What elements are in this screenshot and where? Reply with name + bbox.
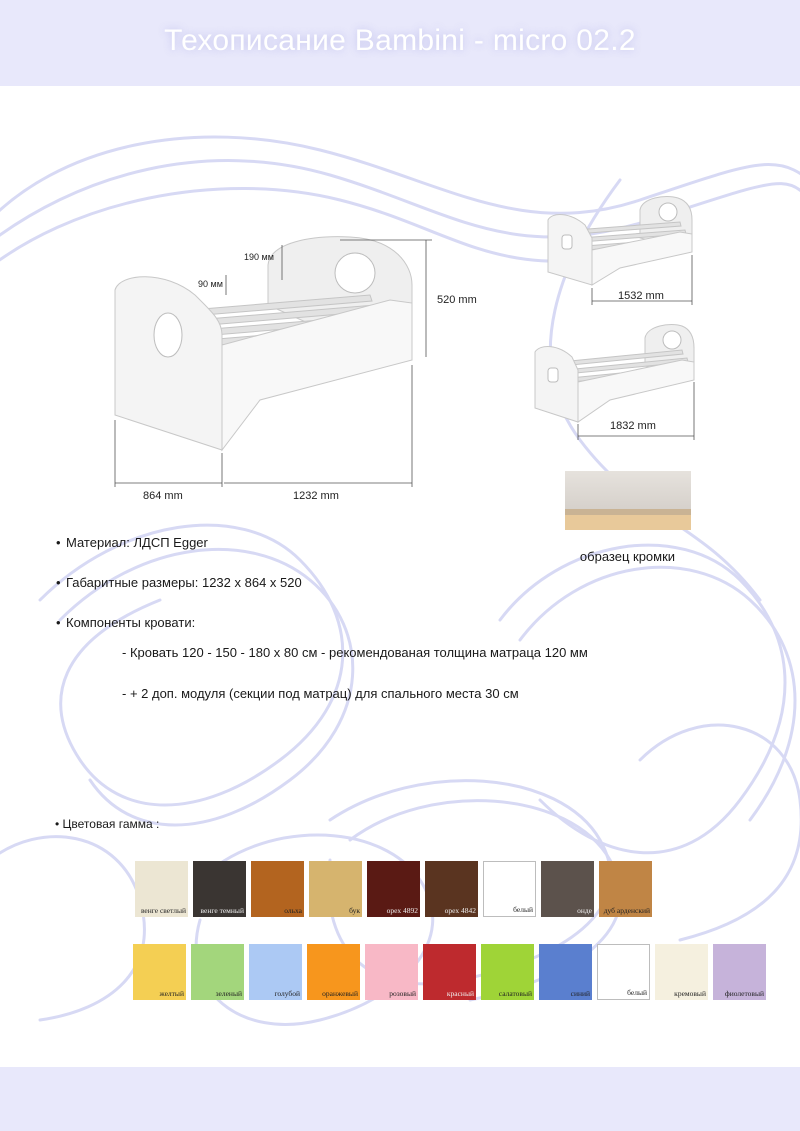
swatch-label: оранжевый xyxy=(322,989,358,998)
solid-swatch xyxy=(423,944,476,1000)
swatch-label: венге светлый xyxy=(140,906,186,915)
swatch-label: фиолетовый xyxy=(724,989,764,998)
swatch-label: ольха xyxy=(284,906,302,915)
swatch-label: салатовый xyxy=(498,989,532,998)
dim-variant-1832: 1832 mm xyxy=(610,420,656,432)
spec-dimensions: • Габаритные размеры: 1232 x 864 x 520 xyxy=(56,575,302,590)
page-title: Техописание Bambini - micro 02.2 xyxy=(164,24,636,57)
solid-swatch xyxy=(249,944,302,1000)
solid-swatch xyxy=(133,944,186,1000)
swatch-label: синий xyxy=(570,989,590,998)
solid-swatch xyxy=(481,944,534,1000)
swatch-label: зеленый xyxy=(215,989,242,998)
dim-total-height: 520 mm xyxy=(437,294,477,306)
palette-title: • Цветовая гамма : xyxy=(55,817,160,831)
spec-components-text: Компоненты кровати: xyxy=(66,615,196,630)
solid-swatch xyxy=(307,944,360,1000)
swatch-label: бук xyxy=(349,906,360,915)
edge-sample-label: образец кромки xyxy=(579,549,676,564)
spec-material-text: Материал: ЛДСП Egger xyxy=(66,535,208,550)
swatch-label: желтый xyxy=(159,989,184,998)
wood-swatch xyxy=(309,861,362,917)
spec-material: • Материал: ЛДСП Egger xyxy=(56,535,208,550)
dim-variant-1532: 1532 mm xyxy=(618,290,664,302)
spec-components: • Компоненты кровати: xyxy=(56,615,196,630)
footer-bar xyxy=(0,1067,800,1131)
solid-swatch xyxy=(655,944,708,1000)
swatch-label: белый xyxy=(513,905,533,914)
swatch-label: голубой xyxy=(274,989,300,998)
wood-swatch xyxy=(193,861,246,917)
dim-slat-height: 90 мм xyxy=(198,279,223,289)
component-item-1: - Кровать 120 - 150 - 180 х 80 см - рекомендованая толщина матраца 120 мм xyxy=(122,645,588,660)
solid-swatch xyxy=(191,944,244,1000)
spec-dimensions-text: Габаритные размеры: 1232 x 864 x 520 xyxy=(66,575,302,590)
wood-swatch xyxy=(251,861,304,917)
swatch-label: орех 4842 xyxy=(444,906,476,915)
solid-swatch xyxy=(365,944,418,1000)
solid-swatch xyxy=(597,944,650,1000)
swatch-label: красный xyxy=(446,989,474,998)
solid-swatch xyxy=(713,944,766,1000)
wood-swatch xyxy=(483,861,536,917)
swatch-label: розовый xyxy=(389,989,416,998)
swatch-label: онде xyxy=(577,906,592,915)
wood-swatch xyxy=(135,861,188,917)
swatch-label: венге темный xyxy=(200,906,244,915)
swatch-label: дуб арденский xyxy=(603,906,650,915)
solid-swatch xyxy=(539,944,592,1000)
dim-length: 1232 mm xyxy=(293,490,339,502)
edge-sample-image xyxy=(565,471,691,530)
dim-width: 864 mm xyxy=(143,490,183,502)
swatch-label: белый xyxy=(627,988,647,997)
dim-headboard-height: 190 мм xyxy=(244,252,274,262)
swatch-label: орех 4892 xyxy=(386,906,418,915)
bed-main-drawing xyxy=(100,225,440,495)
wood-swatch xyxy=(367,861,420,917)
wood-swatch xyxy=(541,861,594,917)
component-item-2: - + 2 доп. модуля (секции под матрац) для спального места 30 см xyxy=(122,686,519,701)
wood-swatch xyxy=(425,861,478,917)
swatch-label: кремовый xyxy=(674,989,706,998)
wood-swatch xyxy=(599,861,652,917)
bed-variant-1532-drawing xyxy=(540,190,700,305)
